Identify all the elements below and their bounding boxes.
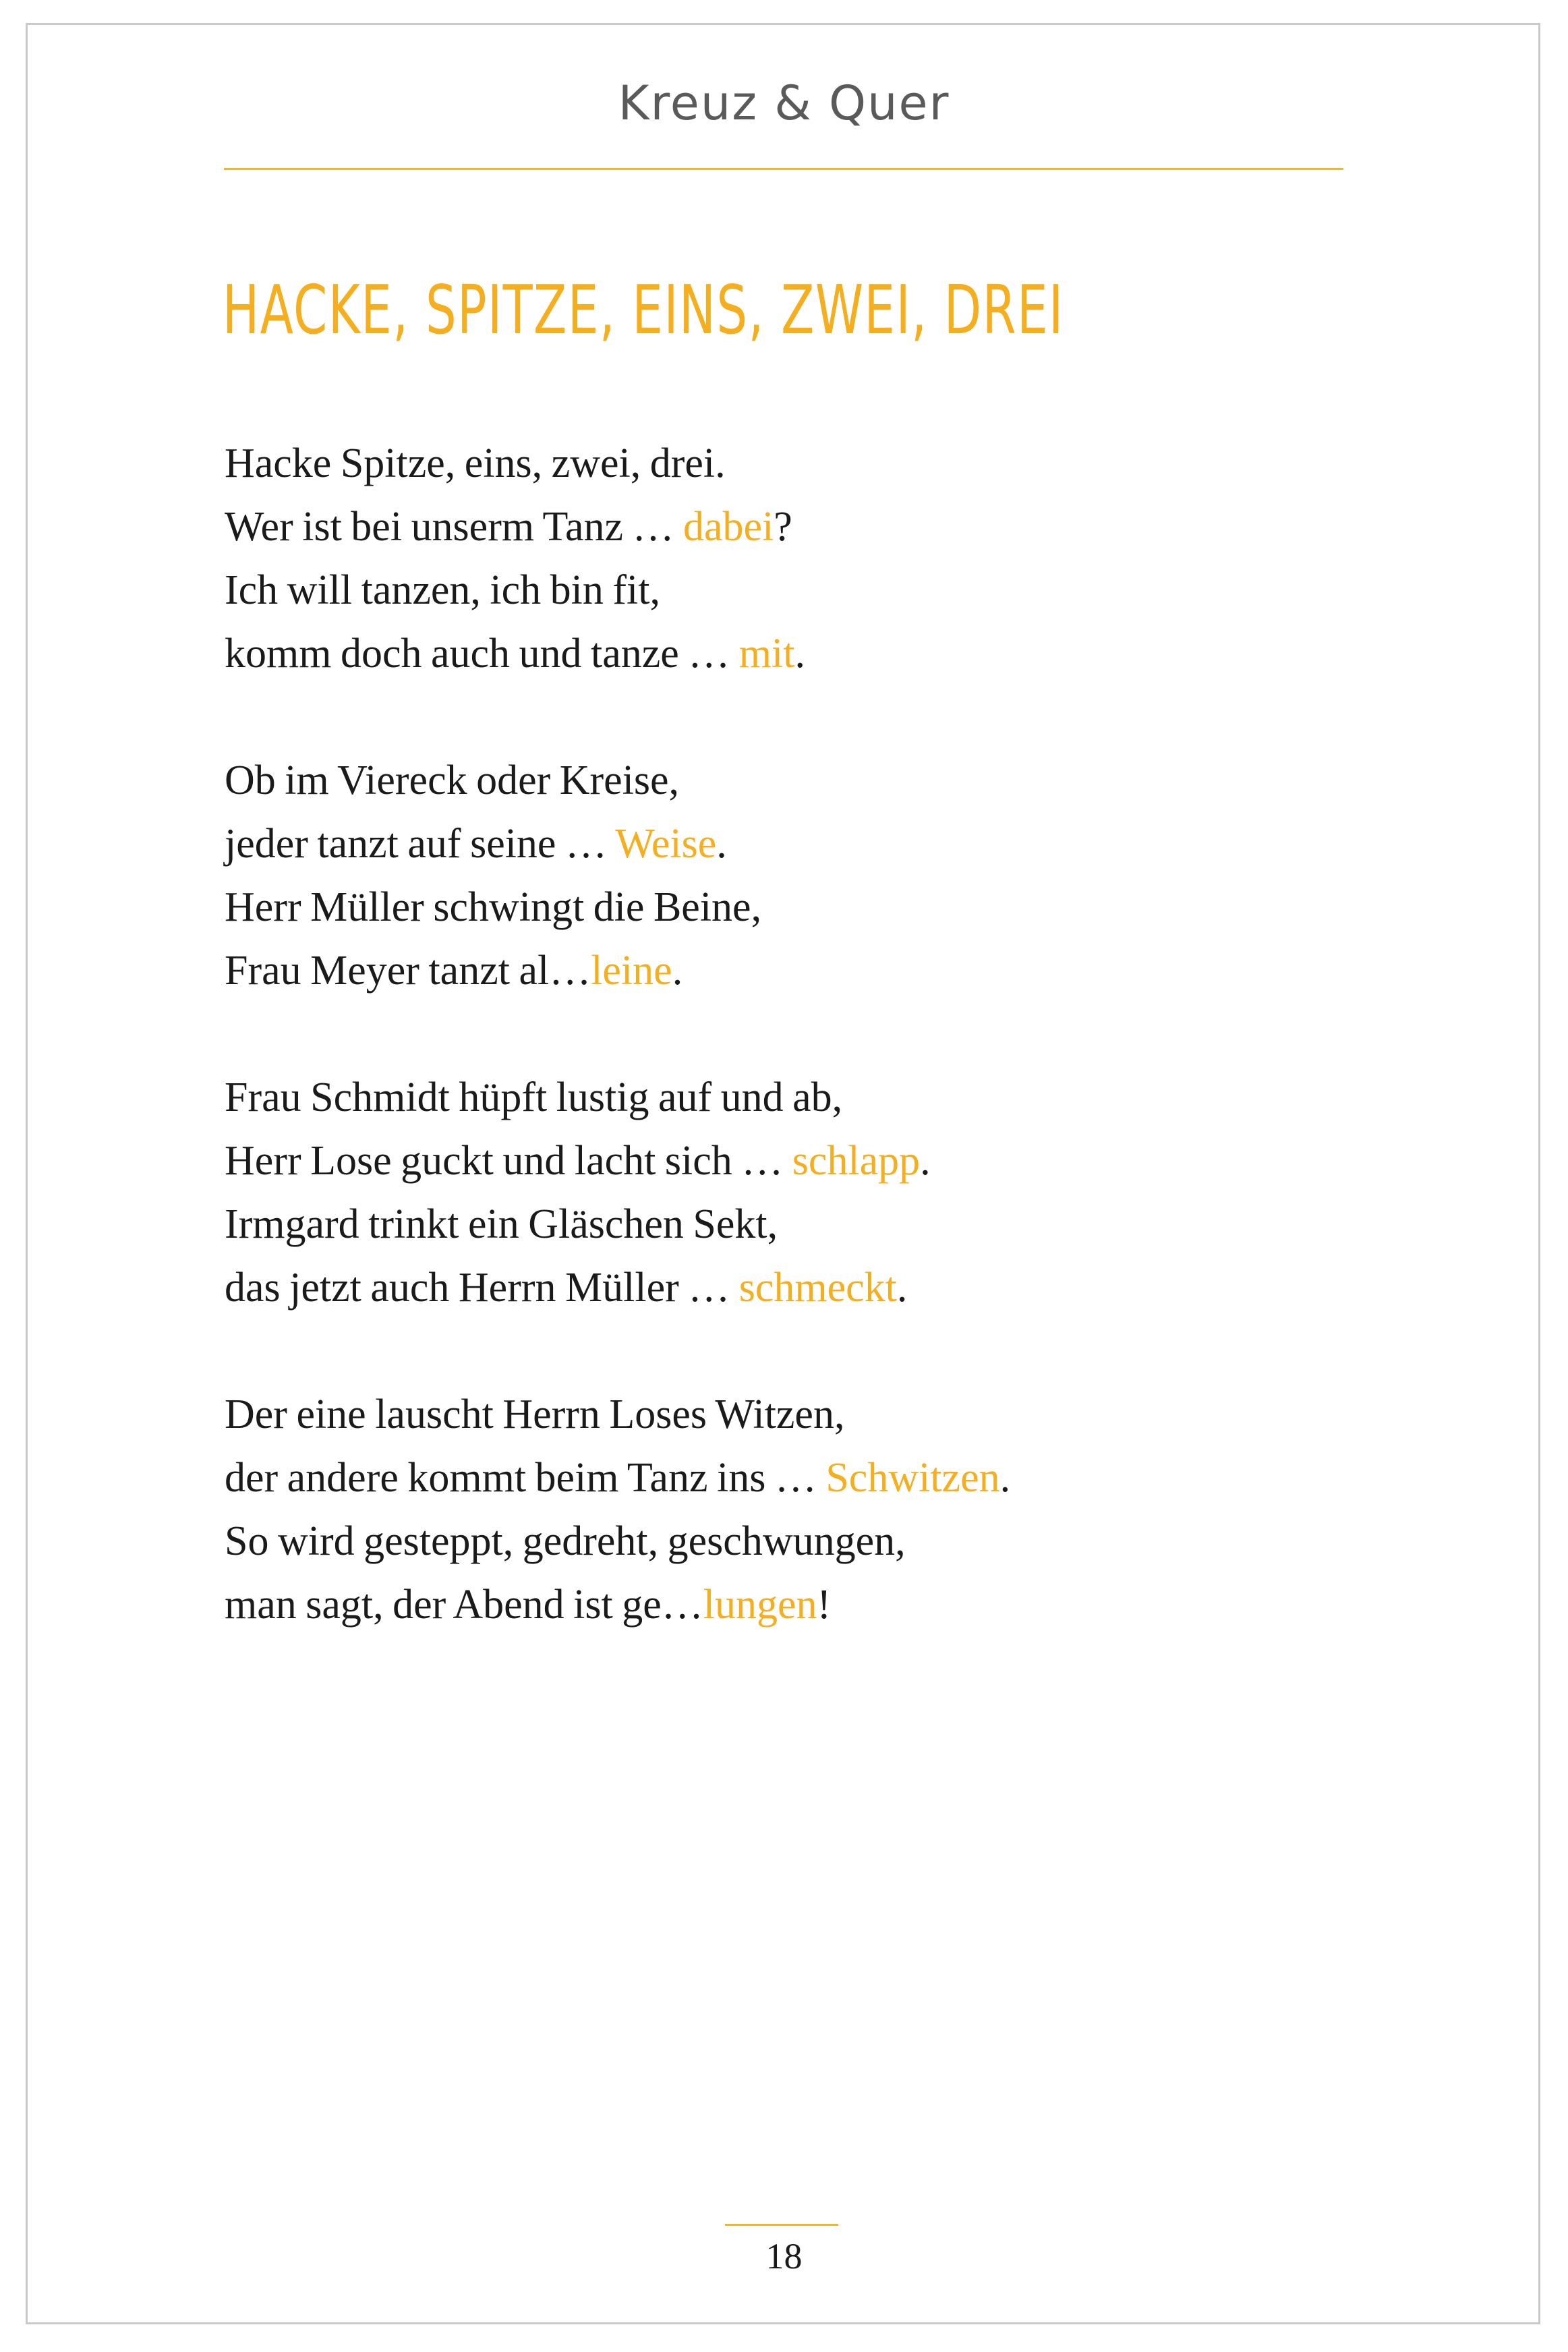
rhyme-word: mit [738,631,795,677]
running-header: Kreuz & Quer [618,76,950,131]
line-text: Hacke Spitze, eins, zwei, drei. [225,440,726,486]
stanza [225,432,1010,685]
poem-line [225,558,1010,622]
poem-line [225,1256,1010,1319]
poem-body [225,432,1010,1700]
poem-line [225,1573,1010,1636]
line-text: Wer ist bei unserm Tanz … [225,504,684,550]
line-text: Frau Meyer tanzt al… [225,948,591,994]
stanza [225,749,1010,1002]
footer-divider [725,2224,838,2226]
rhyme-word: schlapp [792,1138,921,1184]
line-punctuation: . [672,948,683,994]
poem-line [225,1129,1010,1193]
line-punctuation: ! [817,1582,832,1628]
poem-line [225,749,1010,812]
line-text: der andere kommt beim Tanz ins … [225,1455,826,1501]
line-punctuation: . [896,1265,908,1311]
poem-line [225,622,1010,685]
page-number: 18 [765,2236,803,2276]
line-text: das jetzt auch Herrn Müller … [225,1265,739,1311]
line-text: komm doch auch und tanze … [225,631,739,677]
rhyme-word: Schwitzen [825,1455,1000,1501]
stanza [225,1383,1010,1636]
poem-line [225,1193,1010,1256]
poem-line [225,432,1010,495]
line-text: Irmgard trinkt ein Gläschen Sekt, [225,1201,778,1247]
poem-line [225,1446,1010,1510]
line-text: So wird gesteppt, gedreht, geschwungen, [225,1518,906,1564]
poem-title: HACKE, SPITZE, EINS, ZWEI, DREI [223,270,1064,349]
rhyme-word: lungen [703,1582,817,1628]
poem-line [225,812,1010,876]
poem-line [225,1383,1010,1446]
poem-line [225,1066,1010,1129]
stanza [225,1066,1010,1319]
line-punctuation: . [920,1138,931,1184]
rhyme-word: schmeckt [738,1265,897,1311]
header-divider [224,168,1343,170]
line-text: man sagt, der Abend ist ge… [225,1582,703,1628]
line-text: Der eine lauscht Herrn Loses Witzen, [225,1392,845,1437]
poem-line [225,876,1010,939]
line-punctuation: . [794,631,805,677]
rhyme-word: dabei [683,504,774,550]
line-text: Ob im Viereck oder Kreise, [225,757,680,803]
line-text: Herr Müller schwingt die Beine, [225,884,762,930]
poem-line [225,939,1010,1002]
poem-line [225,495,1010,558]
poem-line [225,1510,1010,1573]
line-text: Ich will tanzen, ich bin fit, [225,567,660,613]
rhyme-word: Weise [615,821,717,867]
rhyme-word: leine [591,948,672,994]
line-punctuation: . [999,1455,1011,1501]
line-punctuation: ? [774,504,792,550]
line-text: Herr Lose guckt und lacht sich … [225,1138,792,1184]
line-text: Frau Schmidt hüpft lustig auf und ab, [225,1074,843,1120]
line-punctuation: . [716,821,727,867]
line-text: jeder tanzt auf seine … [225,821,616,867]
